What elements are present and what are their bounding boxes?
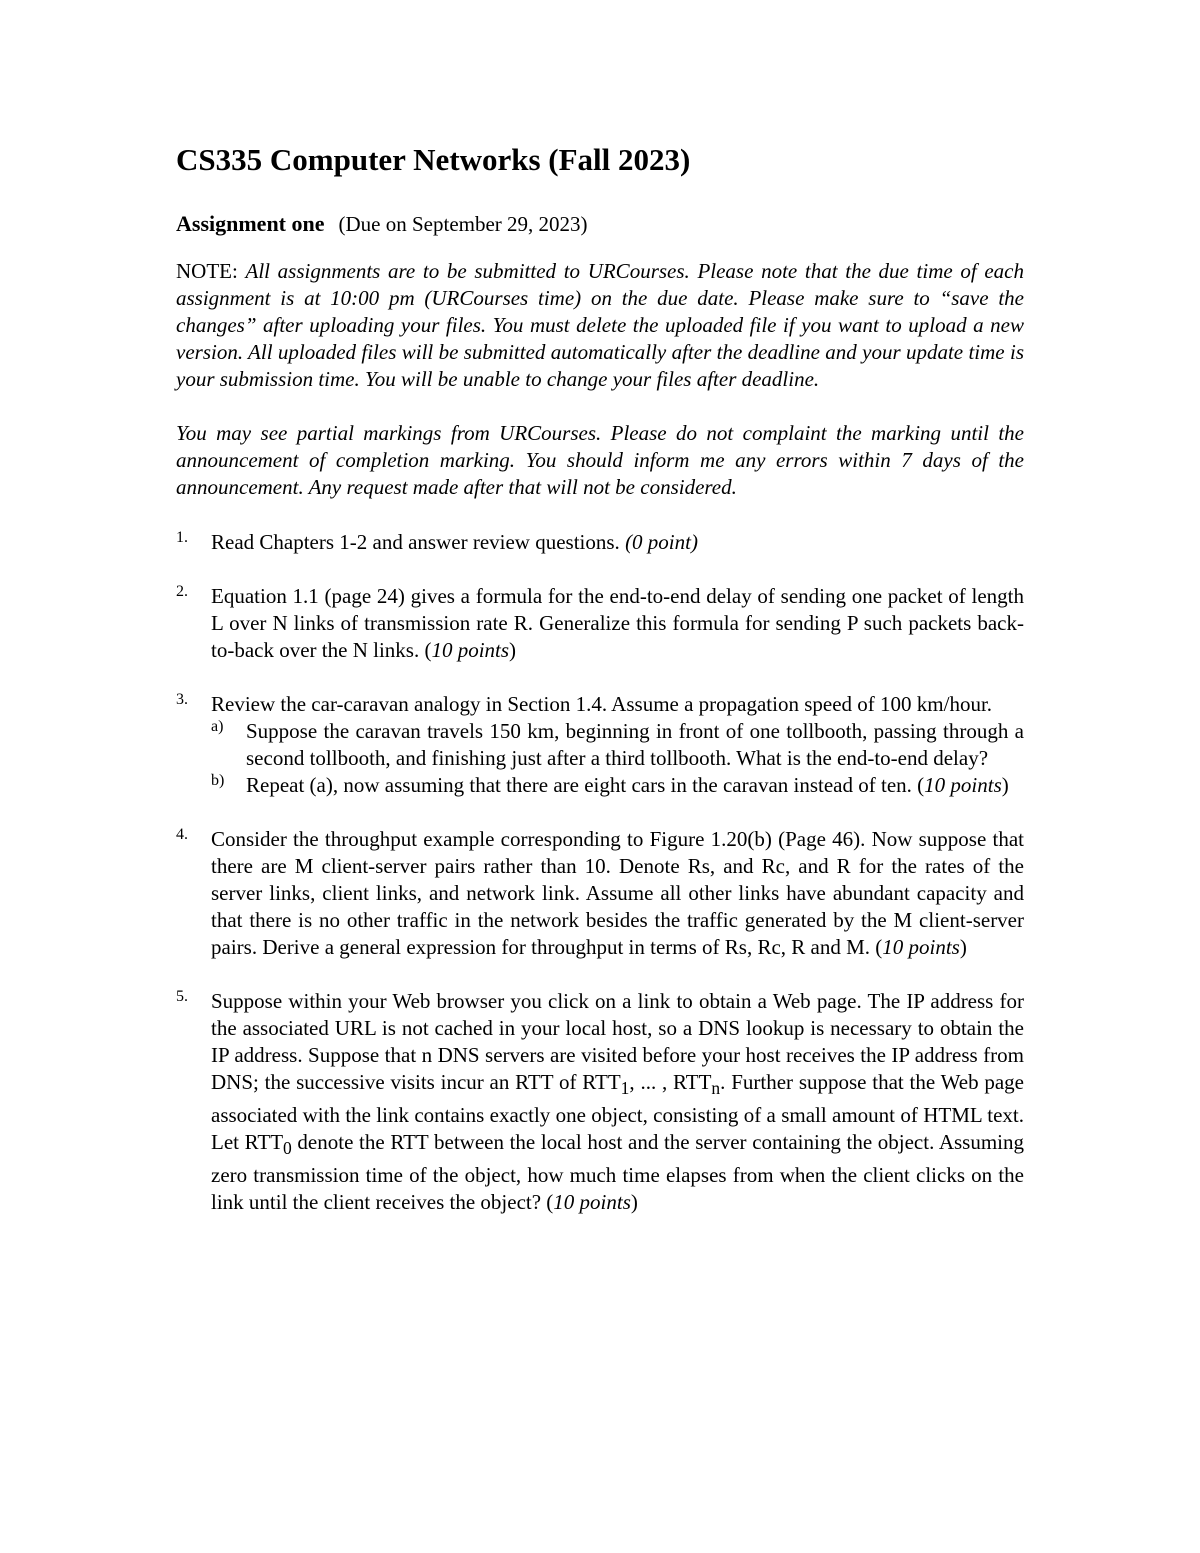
question-3 <box>176 691 1024 799</box>
marking-note-text: You may see partial markings from URCourses. Please do not complaint the marking until the announcement of completion marking. You should inform me any errors within 7 days of the announcement. Any request made after that will not be considered. <box>176 421 1024 499</box>
page-title: CS335 Computer Networks (Fall 2023) <box>176 142 691 177</box>
due-date: (Due on September 29, 2023) <box>338 212 588 236</box>
subscript: n <box>711 1078 721 1099</box>
question-points: 10 points <box>882 935 960 959</box>
marking-note <box>176 420 1024 501</box>
subscript: 0 <box>283 1138 292 1159</box>
assignment-label: Assignment one <box>176 211 325 236</box>
question-number: 1. <box>176 529 188 546</box>
document-page <box>176 140 1024 1216</box>
question-text: Read Chapters 1-2 and answer review questions. (0 point) <box>211 530 698 554</box>
question-points: (0 point) <box>625 530 698 554</box>
question-text: Equation 1.1 (page 24) gives a formula for the end-to-end delay of sending one packet of length L over N links of transmission rate R. Generalize this formula for sending P such packets back-to-back over the N links. (10 points) <box>211 584 1024 662</box>
question-5 <box>176 988 1024 1216</box>
part-text: Repeat (a), now assuming that there are eight cars in the caravan instead of ten. (10 points) <box>246 773 1009 797</box>
question-number: 4. <box>176 826 188 843</box>
subscript: 1 <box>620 1078 630 1099</box>
question-text: Suppose within your Web browser you click on a link to obtain a Web page. The IP address for the associated URL is not cached in your local host, so a DNS lookup is necessary to obtain the IP address. Suppose that n DNS servers are visited before your host receives the IP address from DNS; the successive visits incur an RTT of $RTT_1$, ... , $RTT_n$. Further suppose that the Web page associated with the link contains exactly one object, consisting of a small amount of HTML text. Let $RTT_0$ denote the RTT between the local host and the server containing the object. Assuming zero transmission time of the object, how much time elapses from when the client clicks on the link until the client receives the object? (10 points) <box>211 989 1024 1215</box>
question-points: 10 points <box>924 773 1002 797</box>
part-label: a) <box>211 718 224 735</box>
submission-note <box>176 258 1024 393</box>
question-number: 3. <box>176 691 188 708</box>
question-3-part-a <box>211 718 1024 772</box>
part-label: b) <box>211 772 225 789</box>
note-prefix: NOTE: <box>176 259 238 283</box>
note-body: All assignments are to be submitted to URCourses. Please note that the due time of each assignment is at 10:00 pm (URCourses time) on the due date. Please make sure to “save the changes” after uploading your files. You must delete the uploaded file if you want to upload a new version. All uploaded files will be submitted automatically after the deadline and your update time is your submission time. You will be unable to change your files after deadline. <box>176 259 1025 391</box>
question-2 <box>176 583 1024 664</box>
question-3-part-b <box>211 772 1024 799</box>
question-4 <box>176 826 1024 961</box>
question-1 <box>176 529 1024 556</box>
question-points: 10 points <box>431 638 510 662</box>
part-text: Suppose the caravan travels 150 km, beginning in front of one tollbooth, passing through a second tollbooth, and finishing just after a third tollbooth. What is the end-to-end delay? <box>246 719 1024 770</box>
question-number: 5. <box>176 988 188 1005</box>
assignment-header <box>176 210 1024 238</box>
question-text: Consider the throughput example corresponding to Figure 1.20(b) (Page 46). Now suppose that there are M client-server pairs rather than 10. Denote Rs, and Rc, and R for the rates of the server links, client links, and network link. Assume all other links have abundant capacity and that there is no other traffic in the network besides the traffic generated by the M client-server pairs. Derive a general expression for throughput in terms of Rs, Rc, R and M. (10 points) <box>211 827 1024 959</box>
question-points: 10 points <box>553 1190 631 1215</box>
question-text: Review the car-caravan analogy in Section 1.4. Assume a propagation speed of 100 km/hour. <box>211 692 993 716</box>
question-number: 2. <box>176 583 188 600</box>
